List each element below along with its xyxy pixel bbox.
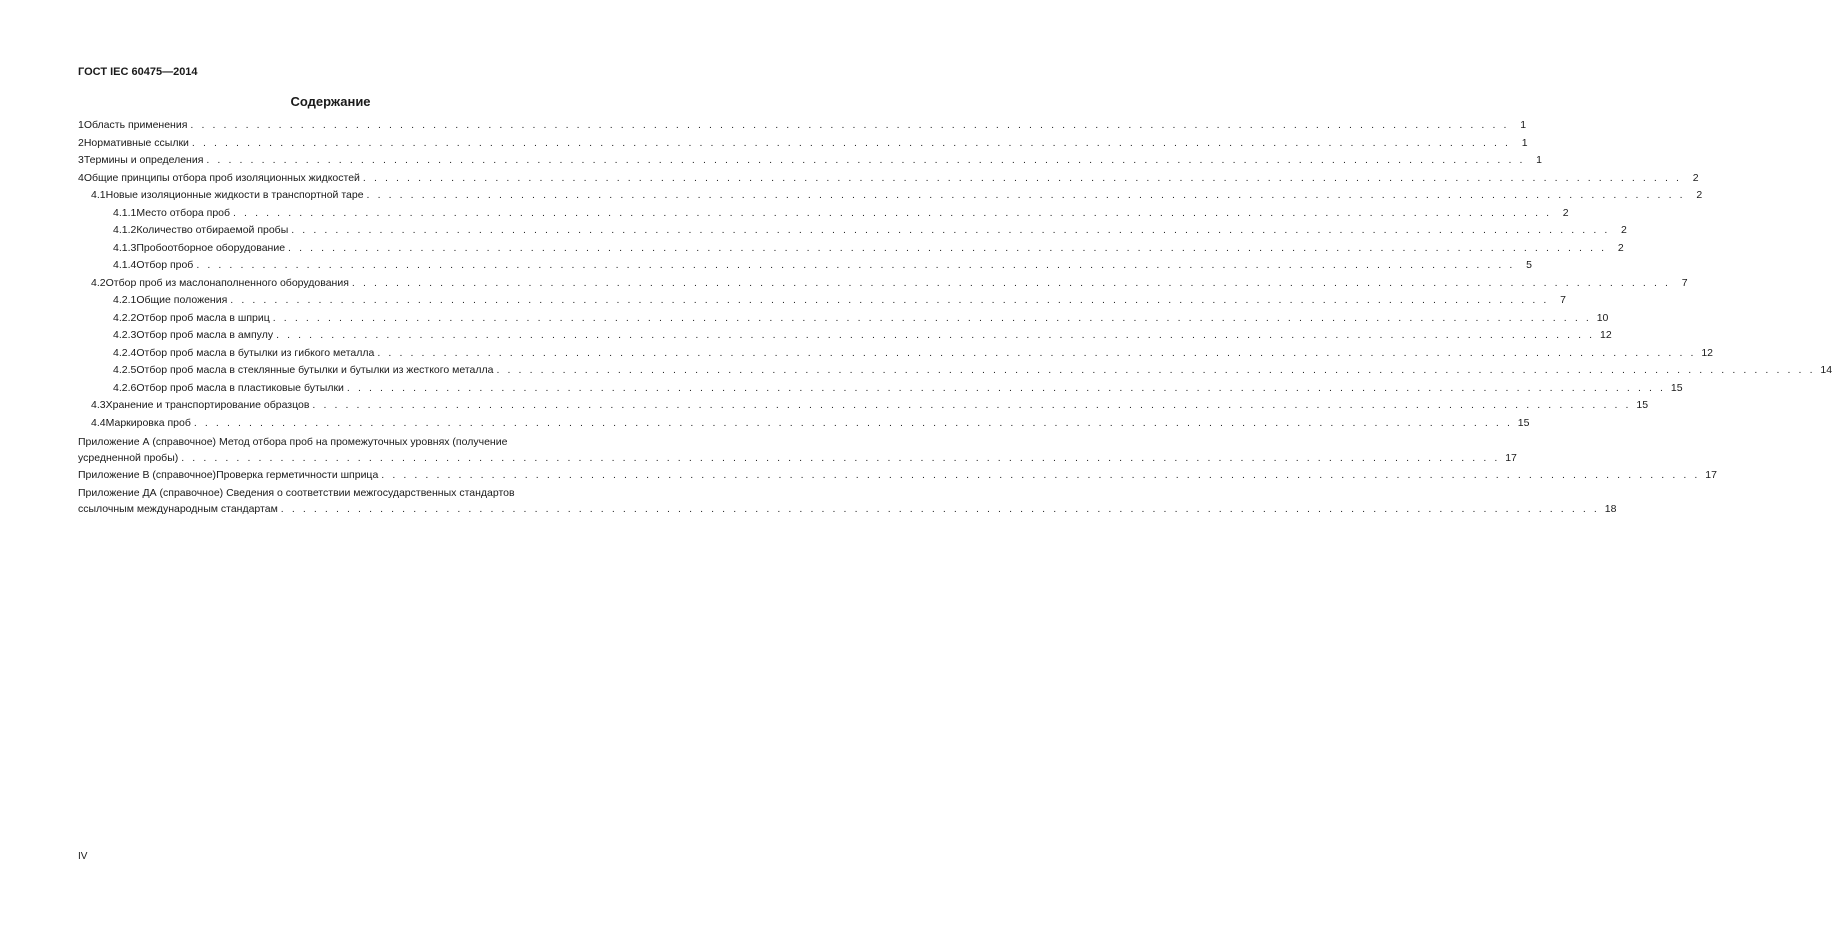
- toc-entry-number: 4.1.1: [113, 206, 137, 219]
- toc-entry-number: 4.1.4: [113, 259, 137, 271]
- toc-entry-page: 12: [1600, 329, 1612, 341]
- dot-leader: . . . . . . . . . . . . . . . . . . . . . . . . . . . . . . . . . . . . . . . . . . . . . . . . . . . . . . . . . . . . . . . . . . . . . . . . . . . . . . . . . . . . . . . . . . . . . . . . . . . . . . . . . . . . . . . . . . . . . . . .: [272, 311, 1592, 324]
- dot-leader: . . . . . . . . . . . . . . . . . . . . . . . . . . . . . . . . . . . . . . . . . . . . . . . . . . . . . . . . . . . . . . . . . . . . . . . . . . . . . . . . . . . . . . . . . . . . . . . . . . . . . . . . . . . . . . . . . . . . . . . .: [276, 329, 1595, 341]
- appendix-entry: [78, 434, 1517, 467]
- toc-entry-title: Отбор проб масла в ампулу: [136, 329, 274, 341]
- toc-entry-page: 2: [1696, 189, 1703, 201]
- toc-entry-number: 1: [78, 119, 84, 131]
- toc-entry-page: 5: [1526, 259, 1532, 271]
- toc-entry-title: Общие положения: [136, 294, 228, 306]
- toc-entry-number: 3: [78, 154, 84, 166]
- appendix-title: Сведения о соответствии межгосударственных стандартов: [226, 486, 515, 499]
- toc-entry-number: 4.1.3: [113, 241, 137, 254]
- toc-entry-title: Пробоотборное оборудование: [136, 241, 286, 254]
- dot-leader: . . . . . . . . . . . . . . . . . . . . . . . . . . . . . . . . . . . . . . . . . . . . . . . . . . . . . . . . . . . . . . . . . . . . . . . . . . . . . . . . . . . . . . . . . . . . . . . . . . . . . . . . . . . . . . . . . . . . . . . .: [206, 154, 1526, 166]
- toc-entry-number: 4.2.2: [113, 311, 137, 324]
- appendix-page: 17: [1705, 469, 1717, 481]
- dot-leader: . . . . . . . . . . . . . . . . . . . . . . . . . . . . . . . . . . . . . . . . . . . . . . . . . . . . . . . . . . . . . . . . . . . . . . . . . . . . . . . . . . . . . . . . . . . . . . . . . . . . . . . . . . . . . . . . . . . . . . . .: [377, 346, 1696, 359]
- appendix-line: [78, 450, 1517, 468]
- toc-entry-number: 4.4: [91, 416, 106, 429]
- toc-entry-number: 4: [78, 171, 84, 184]
- toc-entry-title: Термины и определения: [83, 154, 204, 166]
- toc-entry-title: Отбор проб: [136, 259, 194, 271]
- dot-leader: . . . . . . . . . . . . . . . . . . . . . . . . . . . . . . . . . . . . . . . . . . . . . . . . . . . . . . . . . . . . . . . . . . . . . . . . . . . . . . . . . . . . . . . . . . . . . . . . . . . . . . . . . . . . . . . . . . . . . . . .: [381, 469, 1700, 481]
- toc-entry-number: 4.2: [91, 276, 106, 289]
- dot-leader: . . . . . . . . . . . . . . . . . . . . . . . . . . . . . . . . . . . . . . . . . . . . . . . . . . . . . . . . . . . . . . . . . . . . . . . . . . . . . . . . . . . . . . . . . . . . . . . . . . . . . . . . . . . . . . . . . . . . . . . .: [196, 259, 1515, 271]
- toc-entry-number: 4.3: [91, 399, 106, 411]
- toc-entry-page: 10: [1596, 311, 1609, 324]
- toc-entry-title: Отбор проб масла в пластиковые бутылки: [136, 381, 344, 394]
- toc-entry-page: 2: [1621, 224, 1627, 236]
- toc-entry-title: Отбор проб из маслонаполненного оборудования: [105, 276, 349, 289]
- toc-entry-title: Отбор проб масла в бутылки из гибкого металла: [136, 346, 375, 359]
- appendix-prefix: Приложение А (справочное): [78, 436, 217, 448]
- toc-entry-page: 15: [1636, 399, 1649, 411]
- toc-entry-page: 2: [1692, 171, 1699, 184]
- toc-entry-title: Новые изоляционные жидкости в транспортной таре: [105, 189, 364, 201]
- toc-entry-number: 4.1: [91, 189, 106, 201]
- toc-entry: [78, 399, 1649, 417]
- toc-entry-page: 1: [1521, 136, 1528, 149]
- toc-entry-title: Количество отбираемой пробы: [136, 224, 289, 236]
- dot-leader: . . . . . . . . . . . . . . . . . . . . . . . . . . . . . . . . . . . . . . . . . . . . . . . . . . . . . . . . . . . . . . . . . . . . . . . . . . . . . . . . . . . . . . . . . . . . . . . . . . . . . . . . . . . . . . . . . . . . . . . .: [191, 136, 1511, 149]
- appendix-page: 18: [1604, 503, 1617, 515]
- dot-leader: . . . . . . . . . . . . . . . . . . . . . . . . . . . . . . . . . . . . . . . . . . . . . . . . . . . . . . . . . . . . . . . . . . . . . . . . . . . . . . . . . . . . . . . . . . . . . . . . . . . . . . . . . . . . . . . . . . . . . . . .: [230, 294, 1549, 306]
- toc-entry: [78, 206, 1569, 225]
- dot-leader: . . . . . . . . . . . . . . . . . . . . . . . . . . . . . . . . . . . . . . . . . . . . . . . . . . . . . . . . . . . . . . . . . . . . . . . . . . . . . . . . . . . . . . . . . . . . . . . . . . . . . . . . . . . . . . . . . . . . . . . .: [288, 241, 1607, 254]
- appendix-line: [78, 467, 1717, 485]
- appendix-title: ссылочным международным стандартам: [78, 503, 278, 515]
- toc-entry-number: 4.1.2: [113, 224, 137, 236]
- toc-entry-page: 1: [1536, 154, 1543, 166]
- appendix-line: [78, 434, 614, 450]
- appendix-title: усредненной пробы): [78, 451, 179, 464]
- toc-entry-number: 4.2.6: [113, 381, 137, 394]
- toc-entry: [78, 154, 1543, 172]
- appendix-entry: [78, 467, 1717, 485]
- appendix-prefix: Приложение В (справочное): [78, 469, 217, 481]
- dot-leader: . . . . . . . . . . . . . . . . . . . . . . . . . . . . . . . . . . . . . . . . . . . . . . . . . . . . . . . . . . . . . . . . . . . . . . . . . . . . . . . . . . . . . . . . . . . . . . . . . . . . . . . . . . . . . . . . . . . . . . . .: [190, 119, 1510, 131]
- toc-entry: [78, 364, 1832, 382]
- dot-leader: . . . . . . . . . . . . . . . . . . . . . . . . . . . . . . . . . . . . . . . . . . . . . . . . . . . . . . . . . . . . . . . . . . . . . . . . . . . . . . . . . . . . . . . . . . . . . . . . . . . . . . . . . . . . . . . . . . . . . . . .: [496, 364, 1816, 376]
- toc-entry-title: Отбор проб масла в стеклянные бутылки и бутылки из жесткого металла: [136, 364, 494, 376]
- toc-entry-page: 2: [1562, 206, 1569, 219]
- toc-entry: [78, 346, 1713, 365]
- toc-entry-page: 12: [1701, 346, 1713, 359]
- toc-entry-title: Маркировка проб: [105, 416, 191, 429]
- toc-entry-title: Нормативные ссылки: [83, 136, 189, 149]
- dot-leader: . . . . . . . . . . . . . . . . . . . . . . . . . . . . . . . . . . . . . . . . . . . . . . . . . . . . . . . . . . . . . . . . . . . . . . . . . . . . . . . . . . . . . . . . . . . . . . . . . . . . . . . . . . . . . . . . . . . . . . . .: [193, 416, 1513, 429]
- table-of-contents: [78, 119, 1832, 519]
- toc-entry: [78, 119, 1527, 137]
- toc-entry-number: 4.2.5: [113, 364, 137, 376]
- toc-entry-number: 4.2.1: [113, 294, 137, 306]
- toc-entry: [78, 259, 1532, 277]
- dot-leader: . . . . . . . . . . . . . . . . . . . . . . . . . . . . . . . . . . . . . . . . . . . . . . . . . . . . . . . . . . . . . . . . . . . . . . . . . . . . . . . . . . . . . . . . . . . . . . . . . . . . . . . . . . . . . . . . . . . . . . . .: [366, 189, 1686, 201]
- toc-entry: [78, 136, 1528, 155]
- toc-entry-number: 4.2.4: [113, 346, 137, 359]
- toc-entry-page: 7: [1681, 276, 1688, 289]
- appendix-title: Проверка герметичности шприца: [216, 469, 379, 481]
- dot-leader: . . . . . . . . . . . . . . . . . . . . . . . . . . . . . . . . . . . . . . . . . . . . . . . . . . . . . . . . . . . . . . . . . . . . . . . . . . . . . . . . . . . . . . . . . . . . . . . . . . . . . . . . . . . . . . . . . . . . . . . .: [233, 206, 1552, 219]
- toc-entry: [78, 241, 1624, 260]
- dot-leader: . . . . . . . . . . . . . . . . . . . . . . . . . . . . . . . . . . . . . . . . . . . . . . . . . . . . . . . . . . . . . . . . . . . . . . . . . . . . . . . . . . . . . . . . . . . . . . . . . . . . . . . . . . . . . . . . . . . . . . . .: [351, 276, 1671, 289]
- toc-entry: [78, 224, 1627, 242]
- page-title: Содержание: [290, 94, 371, 109]
- toc-entry: [78, 171, 1699, 190]
- toc-entry-title: Место отбора проб: [136, 206, 231, 219]
- toc-entry: [78, 189, 1703, 207]
- toc-entry-title: Хранение и транспортирование образцов: [105, 399, 310, 411]
- toc-entry-title: Отбор проб масла в шприц: [136, 311, 270, 324]
- appendix-line: [78, 501, 1617, 519]
- dot-leader: . . . . . . . . . . . . . . . . . . . . . . . . . . . . . . . . . . . . . . . . . . . . . . . . . . . . . . . . . . . . . . . . . . . . . . . . . . . . . . . . . . . . . . . . . . . . . . . . . . . . . . . . . . . . . . . . . . . . . . . .: [362, 171, 1682, 184]
- appendix-prefix: Приложение ДА (справочное): [78, 486, 224, 499]
- appendix-line: [78, 485, 614, 502]
- toc-entry: [78, 276, 1688, 295]
- toc-entry-page: 15: [1670, 381, 1683, 394]
- dot-leader: . . . . . . . . . . . . . . . . . . . . . . . . . . . . . . . . . . . . . . . . . . . . . . . . . . . . . . . . . . . . . . . . . . . . . . . . . . . . . . . . . . . . . . . . . . . . . . . . . . . . . . . . . . . . . . . . . . . . . . . .: [181, 451, 1500, 464]
- toc-entry-number: 4.2.3: [113, 329, 137, 341]
- toc-entry-page: 7: [1560, 294, 1566, 306]
- toc-entry-page: 2: [1617, 241, 1624, 254]
- toc-entry: [78, 381, 1683, 400]
- page-number: IV: [78, 851, 88, 862]
- toc-entry-page: 15: [1517, 416, 1530, 429]
- toc-entry: [78, 294, 1566, 312]
- toc-entry: [78, 311, 1609, 330]
- toc-entry: [78, 329, 1612, 347]
- dot-leader: . . . . . . . . . . . . . . . . . . . . . . . . . . . . . . . . . . . . . . . . . . . . . . . . . . . . . . . . . . . . . . . . . . . . . . . . . . . . . . . . . . . . . . . . . . . . . . . . . . . . . . . . . . . . . . . . . . . . . . . .: [291, 224, 1610, 236]
- appendix-entry: [78, 485, 1617, 519]
- appendix-title: Метод отбора проб на промежуточных уровнях (получение: [218, 436, 508, 448]
- toc-entry-title: Область применения: [83, 119, 188, 131]
- toc-entry-page: 14: [1820, 364, 1832, 376]
- toc-entry-page: 1: [1520, 119, 1527, 131]
- toc-entry-number: 2: [78, 136, 84, 149]
- appendix-page: 17: [1505, 451, 1517, 464]
- document-code: ГОСТ IEC 60475—2014: [78, 66, 198, 78]
- dot-leader: . . . . . . . . . . . . . . . . . . . . . . . . . . . . . . . . . . . . . . . . . . . . . . . . . . . . . . . . . . . . . . . . . . . . . . . . . . . . . . . . . . . . . . . . . . . . . . . . . . . . . . . . . . . . . . . . . . . . . . . .: [280, 503, 1600, 515]
- toc-entry-title: Общие принципы отбора проб изоляционных жидкостей: [83, 171, 360, 184]
- dot-leader: . . . . . . . . . . . . . . . . . . . . . . . . . . . . . . . . . . . . . . . . . . . . . . . . . . . . . . . . . . . . . . . . . . . . . . . . . . . . . . . . . . . . . . . . . . . . . . . . . . . . . . . . . . . . . . . . . . . . . . . .: [312, 399, 1632, 411]
- toc-entry: [78, 416, 1530, 435]
- dot-leader: . . . . . . . . . . . . . . . . . . . . . . . . . . . . . . . . . . . . . . . . . . . . . . . . . . . . . . . . . . . . . . . . . . . . . . . . . . . . . . . . . . . . . . . . . . . . . . . . . . . . . . . . . . . . . . . . . . . . . . . .: [346, 381, 1666, 394]
